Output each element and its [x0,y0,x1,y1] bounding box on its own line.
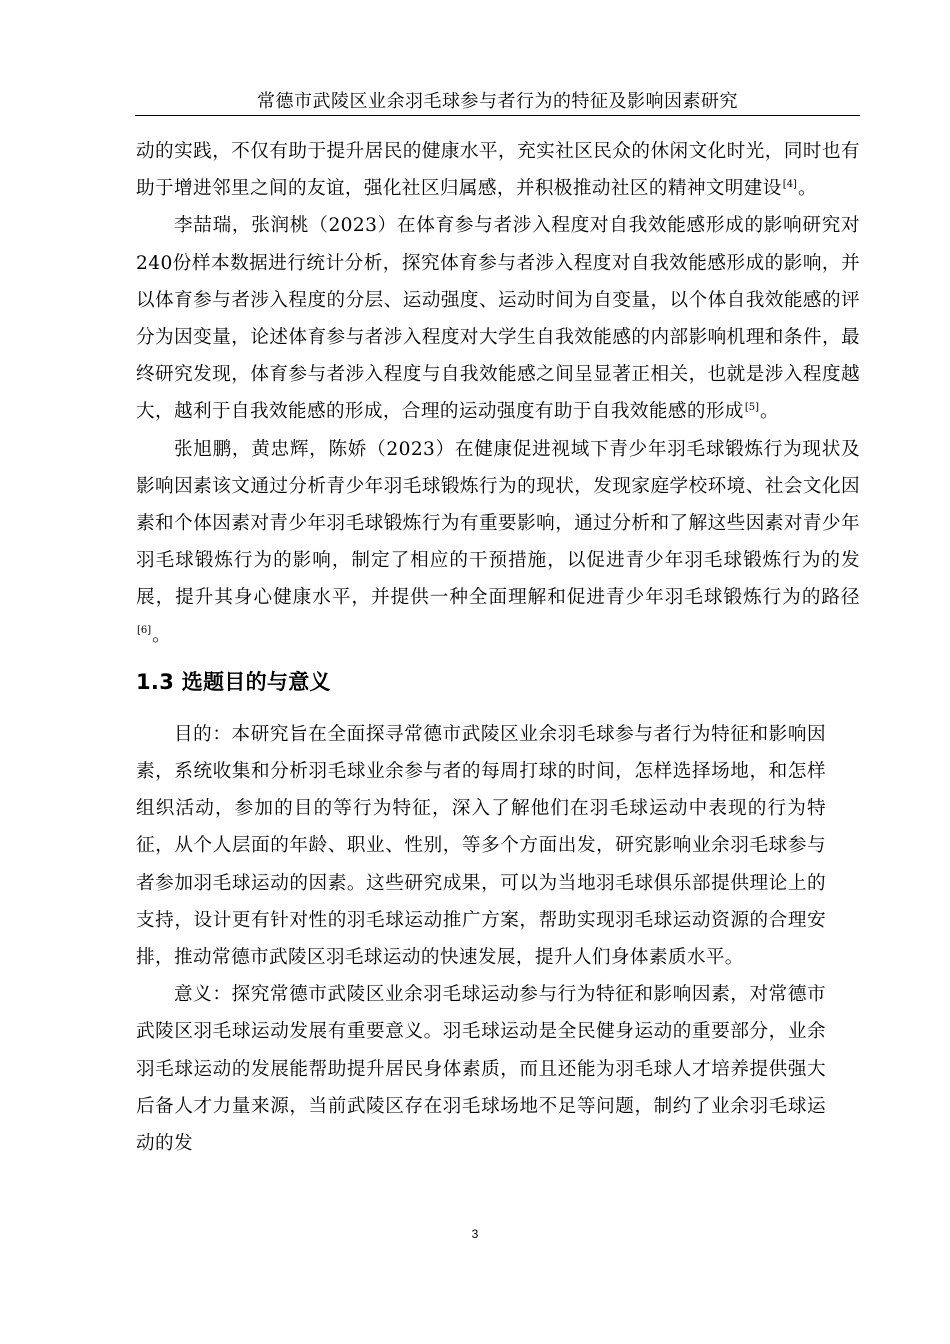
header-rule [135,115,860,116]
body-text [136,133,860,1162]
paragraph-text: 李喆瑞，张润桃（2023）在体育参与者涉入程度对自我效能感形成的影响研究对240份样本数据进行统计分析，探究体育参与者涉入程度对自我效能感形成的影响，并以体育参与者涉入程度的分层、运动强度、运动时间为自变量，以个体自我效能感的评分为因变量，论述体育参与者涉入程度对大学生自我效能感的内部影响机理和条件，最终研究发现，体育参与者涉入程度与自我效能感之间呈显著正相关，也就是涉入程度越大，越利于自我效能感的形成，合理的运动强度有助于自我效能感的形成 [136,215,860,423]
paragraph-literature-li [136,207,860,430]
paragraph-continuation [136,133,860,207]
paragraph-significance: 意义：探究常德市武陵区业余羽毛球运动参与行为特征和影响因素，对常德市武陵区羽毛球运动发展有重要意义。羽毛球运动是全民健身运动的重要部分，业余羽毛球运动的发展能帮助提升居民身体素质，而且还能为羽毛球人才培养提供强大后备人才力量来源，当前武陵区存在羽毛球场地不足等问题，制约了业余羽毛球运动的发 [136,984,826,1155]
running-header: 常德市武陵区业余羽毛球参与者行为的特征及影响因素研究 [257,91,738,112]
paragraph-end: 。 [759,401,779,423]
citation-marker[interactable]: [5] [744,402,759,414]
paragraph-literature-zhang [136,431,860,654]
paragraph-end: 。 [797,178,817,200]
citation-marker[interactable]: [6] [137,625,152,637]
paragraph-text: 动的实践，不仅有助于提升居民的健康水平，充实社区民众的休闲文化时光，同时也有助于增进邻里之间的友谊，强化社区归属感，并积极推动社区的精神文明建设 [136,141,860,200]
paragraph-end: 。 [152,624,172,646]
paragraph-text: 张旭鹏，黄忠辉，陈娇（2023）在健康促进视域下青少年羽毛球锻炼行为现状及影响因素该文通过分析青少年羽毛球锻炼行为的现状，发现家庭学校环境、社会文化因素和个体因素对青少年羽毛球锻炼行为有重要影响，通过分析和了解这些因素对青少年羽毛球锻炼行为的影响，制定了相应的干预措施，以促进青少年羽毛球锻炼行为的发展，提升其身心健康水平，并提供一种全面理解和促进青少年羽毛球锻炼行为的路径 [136,438,860,609]
page-number: 3 [471,1227,479,1241]
citation-marker[interactable]: [4] [782,179,797,191]
paragraph-purpose: 目的：本研究旨在全面探寻常德市武陵区业余羽毛球参与者行为特征和影响因素，系统收集和分析羽毛球业余参与者的每周打球的时间，怎样选择场地，和怎样组织活动，参加的目的等行为特征，深入了解他们在羽毛球运动中表现的行为特征，从个人层面的年龄、职业、性别，等多个方面出发，研究影响业余羽毛球参与者参加羽毛球运动的因素。这些研究成果，可以为当地羽毛球俱乐部提供理论上的支持，设计更有针对性的羽毛球运动推广方案，帮助实现羽毛球运动资源的合理安排，推动常德市武陵区羽毛球运动的快速发展，提升人们身体素质水平。 [136,723,826,969]
section-heading: 1.3 选题目的与意义 [136,669,331,694]
